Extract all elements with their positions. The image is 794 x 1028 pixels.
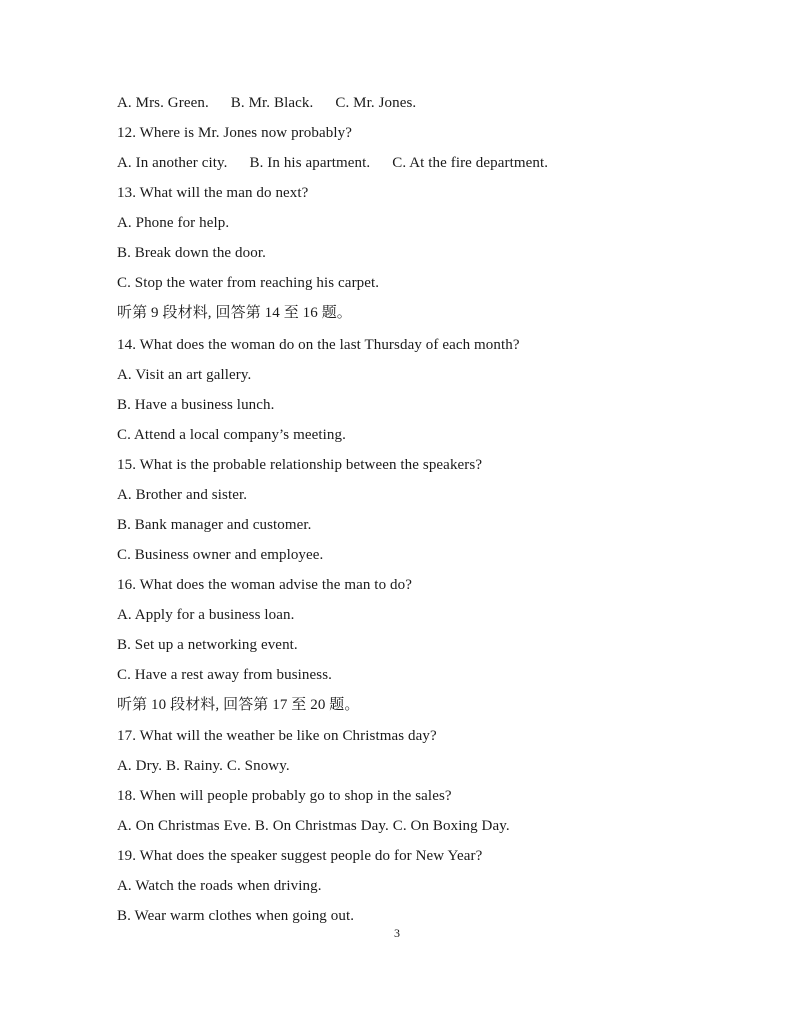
option-a: A. In another city. xyxy=(117,155,228,171)
option-c: C. Business owner and employee. xyxy=(117,547,324,563)
question-14: 14. What does the woman do on the last Thursday of each month? xyxy=(117,337,520,353)
option-c: C. Have a rest away from business. xyxy=(117,667,333,683)
option-a: A. Phone for help. xyxy=(117,215,230,231)
question-16: 16. What does the woman advise the man to do? xyxy=(117,577,412,593)
question-19: 19. What does the speaker suggest people do for New Year? xyxy=(117,848,483,864)
option-a: A. Apply for a business loan. xyxy=(117,607,295,623)
option-b: B. In his apartment. xyxy=(249,155,371,171)
option-b: B. Mr. Black. xyxy=(230,95,314,111)
question-12: 12. Where is Mr. Jones now probably? xyxy=(117,125,352,141)
option-b: B. Wear warm clothes when going out. xyxy=(117,908,355,924)
question-15: 15. What is the probable relationship between the speakers? xyxy=(117,457,483,473)
option-c: C. Mr. Jones. xyxy=(335,95,417,111)
option-row xyxy=(117,154,548,172)
option-c: C. Attend a local company’s meeting. xyxy=(117,427,346,443)
option-c: C. Stop the water from reaching his carpet. xyxy=(117,275,380,291)
option-b: B. Set up a networking event. xyxy=(117,637,298,653)
option-c: C. At the fire department. xyxy=(392,155,549,171)
option-a: A. Watch the roads when driving. xyxy=(117,878,322,894)
section-instruction: 听第 9 段材料, 回答第 14 至 16 题。 xyxy=(117,305,352,321)
options-line: A. On Christmas Eve. B. On Christmas Day. C. On Boxing Day. xyxy=(117,818,510,834)
page-number: 3 xyxy=(394,926,400,940)
question-17: 17. What will the weather be like on Christmas day? xyxy=(117,728,437,744)
option-b: B. Have a business lunch. xyxy=(117,397,275,413)
option-row xyxy=(117,94,416,112)
section-instruction: 听第 10 段材料, 回答第 17 至 20 题。 xyxy=(117,697,360,713)
question-13: 13. What will the man do next? xyxy=(117,185,309,201)
option-a: A. Visit an art gallery. xyxy=(117,367,252,383)
option-a: A. Mrs. Green. xyxy=(117,95,209,111)
option-b: B. Break down the door. xyxy=(117,245,266,261)
option-a: A. Brother and sister. xyxy=(117,487,248,503)
option-b: B. Bank manager and customer. xyxy=(117,517,312,533)
options-line: A. Dry. B. Rainy. C. Snowy. xyxy=(117,758,290,774)
question-18: 18. When will people probably go to shop in the sales? xyxy=(117,788,452,804)
